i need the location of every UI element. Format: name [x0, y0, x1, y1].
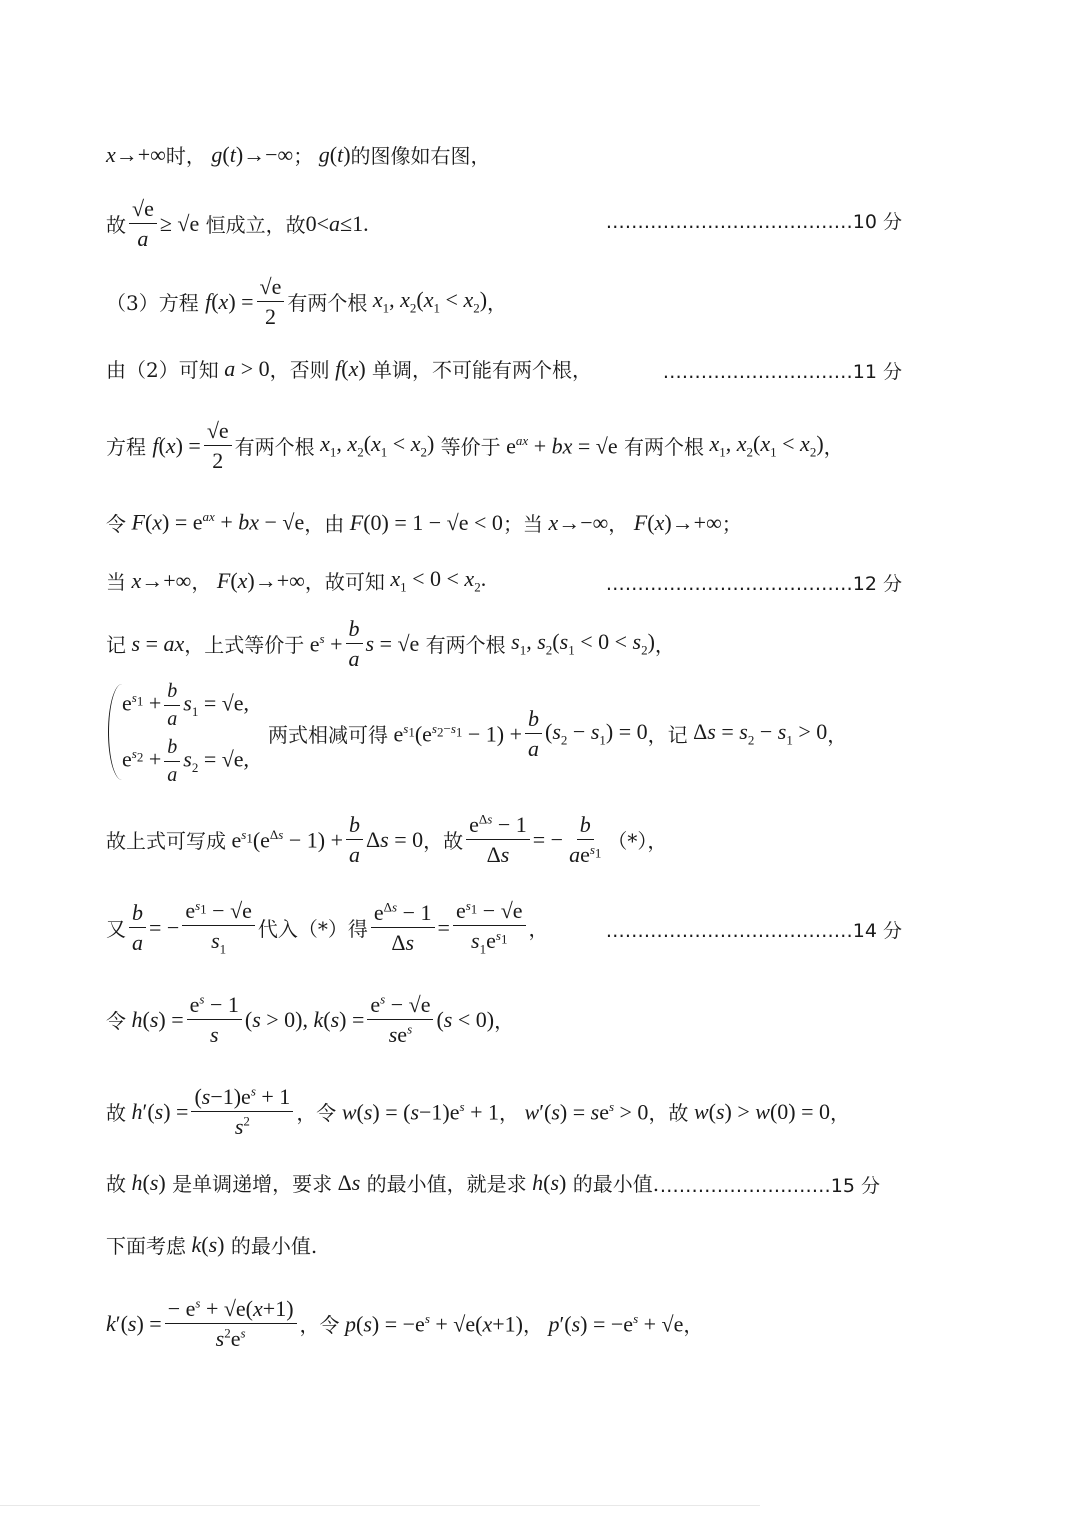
solution-line-13: 故 h′(s) = $\frac{(s-1)e^s + 1}{s^2}$ ，令 $w(s) = (s-1)e^s + 1$ ， $w'(s) = se^s > 0$ ，故 w(s) > w(0) = 0 ，: [106, 1083, 850, 1140]
solution-line-15: 下面考虑 k(s) 的最小值.: [106, 1231, 318, 1258]
solution-line-7: 当 x→+∞ ， F(x)→+∞ ，故可知 $x_1 < 0 < x_2$.: [106, 566, 487, 595]
score-12: …………………………………12 分: [605, 573, 902, 595]
system-brace: [108, 684, 123, 780]
solution-line-5: 方程 f(x) = $\frac{√e}{2}$ 有两个根 $x_1$, $x_2(x_1 < x_2)$ 等价于 $e^{ax}$ + bx = √e 有两个根 $x_1$, $x_2(x_1 < x_2)$ ，: [106, 418, 844, 474]
score-10: …………………………………10 分: [605, 211, 902, 233]
solution-line-10: 故上式可写成 $e^{s_1}(e^{\Delta s} - 1)$ + $\frac{b}{a}$ Δs = 0 ，故 $\frac{e^{\Delta s} - 1}{\Delta s}$ = − $\frac{b}{ae^{s_1}}$ （*），: [106, 811, 668, 868]
solution-line-14: 故 h(s) 是单调递增，要求 Δs 的最小值，就是求 h(s) 的最小值.: [106, 1169, 660, 1196]
page-footer-rule: [0, 1505, 760, 1506]
solution-line-9: 两式相减可得 $e^{s_1}(e^{s_2-s_1} - 1)$ + $\frac{b}{a}$ $(s_2 - s_1) = 0$ ，记 $\Delta s = s_2 - s_1 > 0$ ，: [268, 706, 848, 762]
score-14: …………………………………14 分: [605, 920, 902, 942]
solution-line-1: x→+∞ 时， g(t)→−∞ ； g(t) 的图像如右图，: [106, 141, 491, 168]
system-eq-2: $e^{s_2}$ + $\frac{b}{a}$ $s_2 = √e$,: [122, 736, 250, 786]
system-eq-1: $e^{s_1}$ + $\frac{b}{a}$ $s_1 = √e$,: [122, 680, 250, 730]
solution-line-16: k′(s) = $\frac{- e^s + √e(x+1)}{s^2e^s}$ ，令 $p(s) = -e^s + √e(x+1)$ ， $p'(s) = -e^s + √e$ ，: [106, 1295, 704, 1352]
solution-line-11: 又 $\frac{b}{a}$ = − $\frac{e^{s_1} - √e}{s_1}$ 代入（*）得 $\frac{e^{\Delta s} - 1}{\Delta s}$ = $\frac{e^{s_1} - √e}{s_1e^{s_1}}$ ，: [106, 897, 549, 957]
score-11: …………………………11 分: [662, 361, 902, 383]
solution-line-6: 令 $F(x) = e^{ax}$ + bx − √e ，由 F(0) = 1 − √e < 0 ；当 x→−∞ ， F(x)→+∞ ；: [106, 509, 742, 536]
solution-line-12: 令 h(s) = $\frac{e^s - 1}{s}$ (s > 0), k(s) = $\frac{e^s - √e}{se^s}$ (s < 0) ，: [106, 991, 515, 1048]
score-15: ………………………15 分: [659, 1175, 880, 1197]
solution-line-4: 由（2）可知 a > 0 ，否则 f(x) 单调，不可能有两个根，: [106, 355, 593, 382]
solution-line-8: 记 s = ax ，上式等价于 $e^s$ + $\frac{b}{a}$ s = √e 有两个根 $s_1$, $s_2(s_1 < 0 < s_2)$ ，: [106, 616, 675, 672]
solution-line-2: 故 $\frac{√e}{a}$ ≥ √e 恒成立，故 0<a≤1.: [106, 196, 369, 252]
solution-line-3: （3）方程 f(x) = $\frac{√e}{2}$ 有两个根 $x_1$, $x_2(x_1 < x_2)$ ，: [106, 274, 508, 330]
